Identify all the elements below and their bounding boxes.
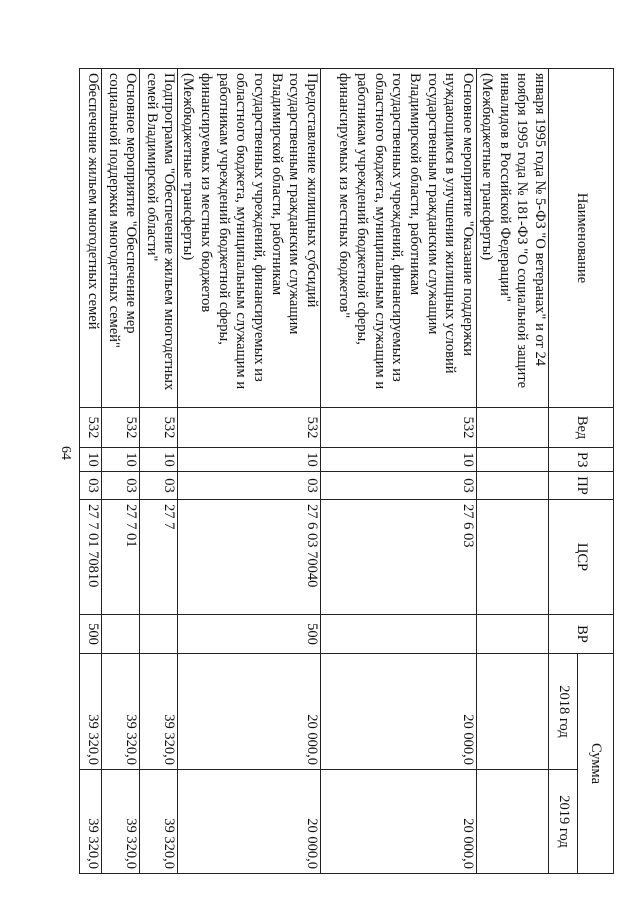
row-name: Обеспечение жильем многодетных семей	[80, 69, 102, 408]
row-name: Основное мероприятие "Оказание поддержки нуждающимся в улучшении жилищных условий государственным гражданским служащим Владимирской области, работникам государственных учреждений, финансируемых из областного бюджета, муниципальным служащим и работникам учреждений бюджетной сферы, финансируемых из местных бюджетов"	[321, 69, 477, 408]
row-csr: 27 7 01	[102, 500, 140, 615]
table-row	[102, 69, 140, 874]
row-2019	[477, 770, 549, 874]
row-name: Предоставление жилищных субсидий государственным гражданским служащим Владимирской области, работникам государственных учреждений, финансируемых из областного бюджета, муниципальным служащим и работникам учреждений бюджетной сферы, финансируемых из местных бюджетов (Межбюджетные трансферты)	[178, 69, 321, 408]
row-pr	[477, 472, 549, 500]
row-pr: 03	[80, 472, 102, 500]
row-rz: 10	[321, 448, 477, 472]
row-ved: 532	[140, 408, 178, 448]
row-2018: 39 320,0	[102, 654, 140, 770]
row-csr: 27 7 01 70810	[80, 500, 102, 615]
row-2019: 39 320,0	[102, 770, 140, 874]
header-2018: 2018 год	[549, 654, 578, 770]
table-row	[140, 69, 178, 874]
rotated-table-container	[85, 68, 614, 873]
header-ved: Вед	[549, 408, 614, 448]
row-vr	[477, 615, 549, 654]
table-row	[321, 69, 477, 874]
row-rz: 10	[102, 448, 140, 472]
row-ved: 532	[102, 408, 140, 448]
row-csr: 27 6 03	[321, 500, 477, 615]
row-rz: 10	[80, 448, 102, 472]
header-2019: 2019 год	[549, 770, 578, 874]
header-vr: ВР	[549, 615, 614, 654]
row-ved	[477, 408, 549, 448]
row-rz: 10	[178, 448, 321, 472]
budget-table	[80, 68, 615, 874]
row-2018	[477, 654, 549, 770]
table-row	[477, 69, 549, 874]
row-2019: 39 320,0	[80, 770, 102, 874]
row-vr	[140, 615, 178, 654]
row-rz: 10	[140, 448, 178, 472]
header-rz: РЗ	[549, 448, 614, 472]
row-pr: 03	[178, 472, 321, 500]
header-pr: ПР	[549, 472, 614, 500]
row-pr: 03	[102, 472, 140, 500]
header-sum: Сумма	[578, 654, 614, 874]
row-vr	[321, 615, 477, 654]
row-rz	[477, 448, 549, 472]
row-csr	[477, 500, 549, 615]
row-2018: 20 000,0	[178, 654, 321, 770]
row-2018: 39 320,0	[80, 654, 102, 770]
row-vr	[102, 615, 140, 654]
row-name: января 1995 года № 5-ФЗ "О ветеранах" и от 24 ноября 1995 года № 181-ФЗ "О социальной защите инвалидов в Российской Федерации" (Межбюджетные трансферты)	[477, 69, 549, 408]
row-ved: 532	[178, 408, 321, 448]
header-name: Наименование	[549, 69, 614, 408]
table-frame	[85, 68, 614, 873]
row-2019: 39 320,0	[140, 770, 178, 874]
header-csr: ЦСР	[549, 500, 614, 615]
row-2019: 20 000,0	[178, 770, 321, 874]
row-2019: 20 000,0	[321, 770, 477, 874]
row-csr: 27 7	[140, 500, 178, 615]
row-2018: 20 000,0	[321, 654, 477, 770]
row-ved: 532	[80, 408, 102, 448]
page-number: 64	[58, 446, 73, 460]
table-row	[178, 69, 321, 874]
row-csr: 27 6 03 70040	[178, 500, 321, 615]
row-name: Подпрограмма "Обеспечение жильем многодетных семей Владимирской области"	[140, 69, 178, 408]
row-vr: 500	[80, 615, 102, 654]
row-name: Основное мероприятие "Обеспечение мер социальной поддержки многодетных семей"	[102, 69, 140, 408]
table-row	[80, 69, 102, 874]
row-ved: 532	[321, 408, 477, 448]
row-pr: 03	[321, 472, 477, 500]
row-pr: 03	[140, 472, 178, 500]
row-vr: 500	[178, 615, 321, 654]
row-2018: 39 320,0	[140, 654, 178, 770]
